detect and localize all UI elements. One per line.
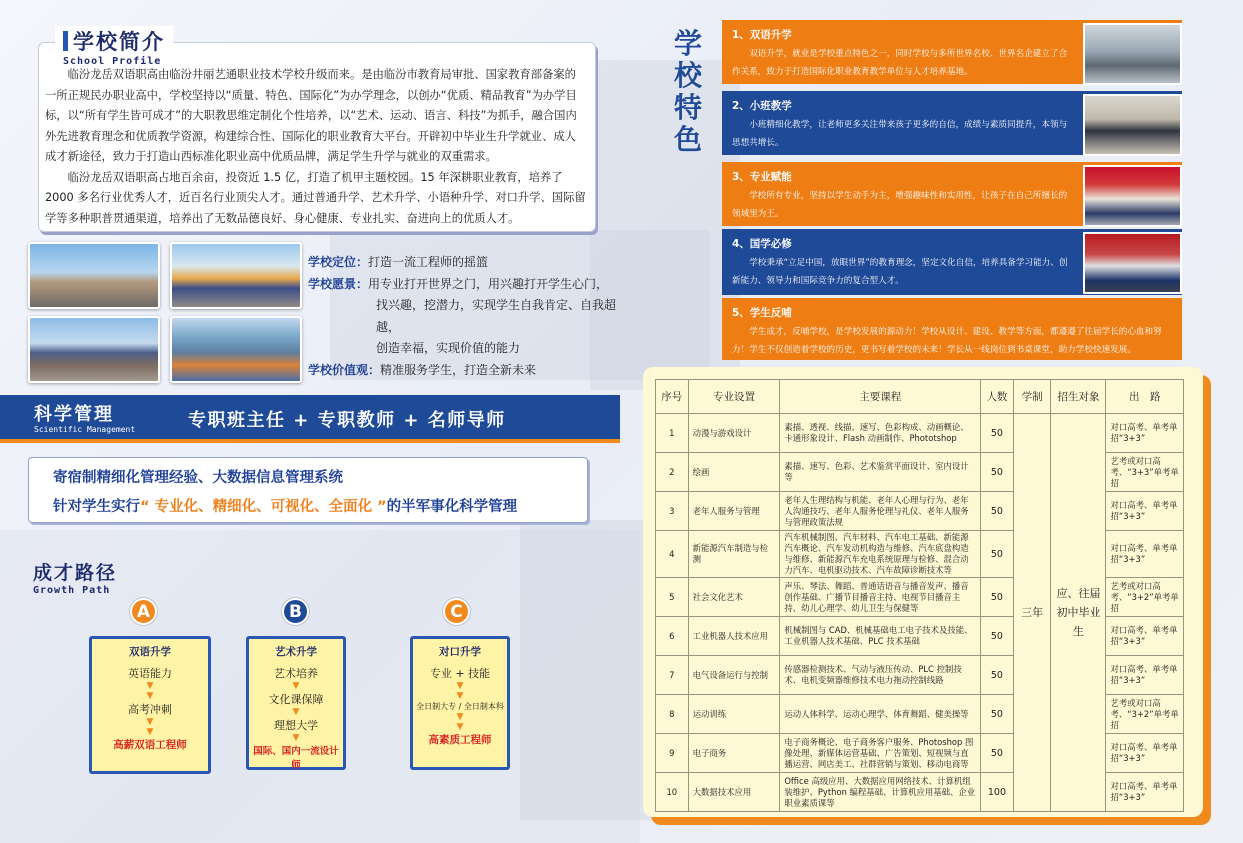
table-header-row [656, 380, 1184, 414]
row-number: 9 [656, 734, 689, 773]
path-final: 高薪双语工程师 [113, 739, 187, 751]
feature-card-bilingual [722, 20, 1182, 84]
column-header: 人数 [981, 380, 1014, 414]
down-arrow-icon: ▼ ▼ [146, 717, 154, 737]
major-name: 社会文化艺术 [688, 578, 780, 617]
path-final: 高素质工程师 [428, 734, 492, 746]
down-arrow-icon: ▼ ▼ [456, 712, 464, 732]
down-arrow-icon: ▼ ▼ [146, 681, 154, 701]
major-courses: 汽车机械制图、汽车材料、汽车电工基础、新能源汽车概论、汽车发动机构造与维修、汽车底盘构造与维修、新能源汽车充电系统原理与检修、混合动力汽车、电机驱动技术、汽车故障诊断技术等 [780, 531, 981, 578]
column-header: 出 路 [1106, 380, 1184, 414]
profile-paragraph: 临汾龙岳双语职高占地百余亩，投资近 1.5 亿，打造了机甲主题校园。15 年深耕职业教育，培养了 2000 多名行业优秀人才，近百名行业顶尖人才。通过普通升学、艺术升学、小语种升学、对口升学、国际留学等多种职普贯通渠道，培养出了无数品德良好、身心健康、专业扎实、奋进向上的优质人才。 [45, 170, 586, 225]
row-number: 5 [656, 578, 689, 617]
management-line-2-pre: 针对学生实行 [53, 499, 140, 515]
down-arrow-icon: ▼ [292, 707, 300, 717]
major-name: 动漫与游戏设计 [688, 414, 780, 453]
feature-heading: 2、小班教学 [732, 100, 792, 112]
values-value: 精准服务学生，打造全新未来 [380, 362, 537, 377]
major-courses: 运动人体科学、运动心理学、体育舞蹈、健美操等 [780, 695, 981, 734]
feature-body: 学生成才，反哺学校，是学校发展的源动力！学校从设计、建设、教学等方面，都遵遵了往届学长的心血和努力！学生不仅创造着学校的历史，更书写着学校的未来！学长从一线岗位到书桌课堂，助力学校快速发展。 [732, 327, 1162, 355]
path-step: 文化课保障 [268, 693, 324, 706]
feature-body: 双语升学，就业是学校重点特色之一，同时学校与多所世界名校、世界名企建立了合作关系，致力于打造国际化职业教育教学单位与人才培养基地。 [732, 49, 1068, 77]
major-name: 运动训练 [688, 695, 780, 734]
path-step: 艺术培养 [274, 667, 318, 680]
table-body [656, 414, 1184, 812]
event-photo [1083, 232, 1182, 294]
major-name: 电气设备运行与控制 [688, 656, 780, 695]
career-outlet: 对口高考、单考单招“3+3” [1106, 531, 1184, 578]
feature-text [722, 229, 1078, 295]
feature-body: 学校所有专业，坚持以学生动手为主，增强趣味性和实用性，让孩子在自己所擅长的领域里为王。 [732, 191, 1068, 219]
enrollment-count: 50 [981, 734, 1014, 773]
column-header: 学制 [1013, 380, 1051, 414]
robot-competition-photo [1083, 165, 1182, 227]
feature-heading: 4、国学必修 [732, 238, 792, 250]
major-name: 绘画 [688, 453, 780, 492]
row-number: 6 [656, 617, 689, 656]
enrollment-count: 50 [981, 617, 1014, 656]
enrollment-target: 应、往届初中毕业生 [1051, 414, 1106, 812]
campus-street-photo [170, 242, 302, 309]
profile-title [55, 26, 173, 67]
path-a-badge: A [130, 598, 157, 625]
path-b-badge: B [282, 598, 309, 625]
management-line-2 [53, 495, 517, 516]
profile-title-en: School Profile [63, 56, 162, 67]
major-courses: 电子商务概论、电子商务客户服务、Photoshop 图像处理、新媒体运营基础、广告策划、短视频与直播运营、网店美工、社群营销与策划、移动电商等 [780, 734, 981, 773]
study-duration: 三年 [1013, 414, 1051, 812]
positioning-label: 学校定位： [308, 255, 369, 269]
management-highlight: “ 专业化、精细化、可视化、全面化 ” [140, 499, 387, 515]
feature-body: 小班精细化教学，让老师更多关注带来孩子更多的自信，成绩与素质同提升，本领与思想共增长。 [732, 120, 1068, 148]
profile-box [38, 42, 596, 232]
feature-card-small-class [722, 91, 1182, 155]
campus-court-photo [170, 316, 302, 383]
vision-line: 创造幸福，实现价值的能力 [376, 341, 521, 355]
row-number: 8 [656, 695, 689, 734]
column-header: 主要课程 [780, 380, 981, 414]
path-title: 双语升学 [129, 646, 171, 658]
feature-card-student-feedback [722, 298, 1182, 360]
down-arrow-icon: ▼ [292, 733, 300, 743]
career-outlet: 对口高考、单考单招“3+3” [1106, 773, 1184, 812]
path-step: 英语能力 [128, 667, 172, 680]
path-step: 专业 + 技能 [429, 667, 491, 680]
major-courses: 声乐、琴法、舞蹈、普通话语音与播音发声、播音创作基础、广播节目播音主持、电视节目播音主持、幼儿心理学、幼儿卫生与保健等 [780, 578, 981, 617]
enrollment-count: 50 [981, 695, 1014, 734]
career-outlet: 对口高考、单考单招“3+3” [1106, 492, 1184, 531]
features-title [672, 28, 704, 156]
feature-card-chinese-studies [722, 229, 1182, 295]
career-outlet: 对口高考、单考单招“3+3” [1106, 734, 1184, 773]
enrollment-count: 50 [981, 453, 1014, 492]
path-title: 艺术升学 [275, 646, 317, 658]
vision-label: 学校愿景： [308, 276, 369, 291]
features-title-char: 学 [673, 27, 702, 60]
career-outlet: 对口高考、单考单招“3+3” [1106, 656, 1184, 695]
enrollment-count: 50 [981, 531, 1014, 578]
career-outlet: 对口高考、单考单招“3+3” [1106, 414, 1184, 453]
path-card-vocational [410, 636, 510, 770]
science-title-en: Scientific Management [34, 425, 136, 434]
feature-text [722, 20, 1078, 84]
path-final: 国际、国内一流设计师 [253, 746, 339, 771]
features-title-char: 色 [673, 123, 702, 156]
major-name: 电子商务 [688, 734, 780, 773]
career-outlet: 艺考或对口高考、“3+3”单考单招 [1106, 453, 1184, 492]
major-courses: 传感器检测技术、气动与液压传动、PLC 控制技术、电机变频器维修技术电力拖动控制线路 [780, 656, 981, 695]
column-header: 序号 [656, 380, 689, 414]
features-title-char: 特 [673, 91, 702, 124]
profile-text [45, 65, 587, 229]
career-outlet: 艺考或对口高考、“3+2”单考单招 [1106, 695, 1184, 734]
growth-title [33, 558, 117, 596]
row-number: 10 [656, 773, 689, 812]
feature-text [722, 91, 1078, 155]
positioning-value: 打造一流工程师的摇篮 [368, 255, 489, 269]
major-courses: Office 高级应用、大数据应用网络技术、计算机组装维护、Python 编程基础、计算机应用基础、企业职业素质课等 [780, 773, 981, 812]
down-arrow-icon: ▼ ▼ [456, 681, 464, 701]
growth-title-en: Growth Path [33, 585, 111, 596]
curriculum-table [655, 379, 1184, 812]
mission-block [308, 252, 618, 381]
feature-text [722, 162, 1078, 226]
feature-heading: 3、专业赋能 [732, 171, 792, 183]
enrollment-count: 50 [981, 492, 1014, 531]
path-step: 高考冲刺 [128, 703, 172, 716]
path-step: 全日制大专 / 全日制本科 [416, 702, 504, 711]
major-name: 工业机器人技术应用 [688, 617, 780, 656]
profile-paragraph: 临汾龙岳双语职高由临汾井丽艺通职业技术学校升级而来。是由临汾市教育局审批、国家教育部备案的一所正规民办职业高中，学校坚持以“质量、特色、国际化”为办学理念，以创办“优质、精品教育”为办学目标，以“所有学生皆可成才”的大职教思维定制化个性培养，以“艺术、运动、语言、科技”为抓手，融合国内外先进教育理念和优质教学资源，构建综合性、国际化的职业教育大平台。开辟初中毕业生升学就业、成人成才新途径，致力于打造山西标准化职业高中优质品牌，满足学生升学与就业的双重需求。 [45, 68, 577, 163]
enrollment-count: 50 [981, 656, 1014, 695]
feature-card-major [722, 162, 1182, 226]
row-number: 7 [656, 656, 689, 695]
profile-title-zh: 学校简介 [73, 30, 165, 54]
path-card-bilingual [89, 636, 211, 774]
row-number: 1 [656, 414, 689, 453]
vision-line: 用专业打开世界之门，用兴趣打开学生心门， [368, 276, 609, 291]
classroom-photo [1083, 23, 1182, 85]
management-box [28, 457, 588, 523]
major-name: 大数据技术应用 [688, 773, 780, 812]
features-title-char: 校 [673, 59, 702, 92]
major-courses: 素描、速写、色彩、艺术鉴赏平面设计、室内设计等 [780, 453, 981, 492]
campus-robot-statue-photo [28, 316, 160, 383]
science-banner [0, 395, 620, 443]
values-label: 学校价值观： [308, 362, 381, 377]
major-name: 新能源汽车制造与检测 [688, 531, 780, 578]
curriculum-table-panel [643, 367, 1203, 817]
feature-text [722, 298, 1182, 360]
major-courses: 老年人生理结构与机能、老年人心理与行为、老年人沟通技巧、老年人服务伦理与礼仪、老年人服务与管理政策法规 [780, 492, 981, 531]
column-header: 专业设置 [688, 380, 780, 414]
management-line-1: 寄宿制精细化管理经验、大数据信息管理系统 [53, 470, 343, 486]
row-number: 3 [656, 492, 689, 531]
feature-heading: 5、学生反哺 [732, 307, 792, 319]
enrollment-count: 50 [981, 414, 1014, 453]
management-line-2-post: 的半军事化科学管理 [386, 499, 518, 515]
feature-body: 学校秉承“立足中国，放眼世界”的教育理念，坚定文化自信，培养具备学习能力、创新能力、领导力和国际竞争力的复合型人才。 [732, 258, 1068, 286]
column-header: 招生对象 [1051, 380, 1106, 414]
table-row [656, 414, 1184, 453]
career-outlet: 对口高考、单考单招“3+3” [1106, 617, 1184, 656]
growth-title-zh: 成才路径 [33, 562, 118, 584]
campus-gate-photo [28, 242, 160, 309]
science-slogan: 专职班主任 + 专职教师 + 名师导师 [188, 410, 506, 431]
path-title: 对口升学 [439, 646, 481, 658]
row-number: 2 [656, 453, 689, 492]
row-number: 4 [656, 531, 689, 578]
path-c-badge: C [443, 598, 470, 625]
feature-heading: 1、双语升学 [732, 29, 792, 41]
major-name: 老年人服务与管理 [688, 492, 780, 531]
science-title-zh: 科学管理 [34, 404, 114, 425]
major-courses: 素描、透视、线描、速写、色彩构成、动画概论、卡通形象设计、Flash 动画制作、Phototshop [780, 414, 981, 453]
teaching-photo [1083, 94, 1182, 156]
career-outlet: 艺考或对口高考、“3+2”单考单招 [1106, 578, 1184, 617]
path-step: 理想大学 [274, 719, 318, 732]
down-arrow-icon: ▼ [292, 681, 300, 691]
path-card-art [246, 636, 346, 770]
vision-line: 找兴趣，挖潜力，实现学生自我肯定、自我超越， [376, 298, 617, 334]
title-bar [63, 31, 68, 51]
major-courses: 机械制图与 CAD、机械基础电工电子技术及技能、工业机器人技术基础、PLC 技术基础 [780, 617, 981, 656]
enrollment-count: 100 [981, 773, 1014, 812]
enrollment-count: 50 [981, 578, 1014, 617]
